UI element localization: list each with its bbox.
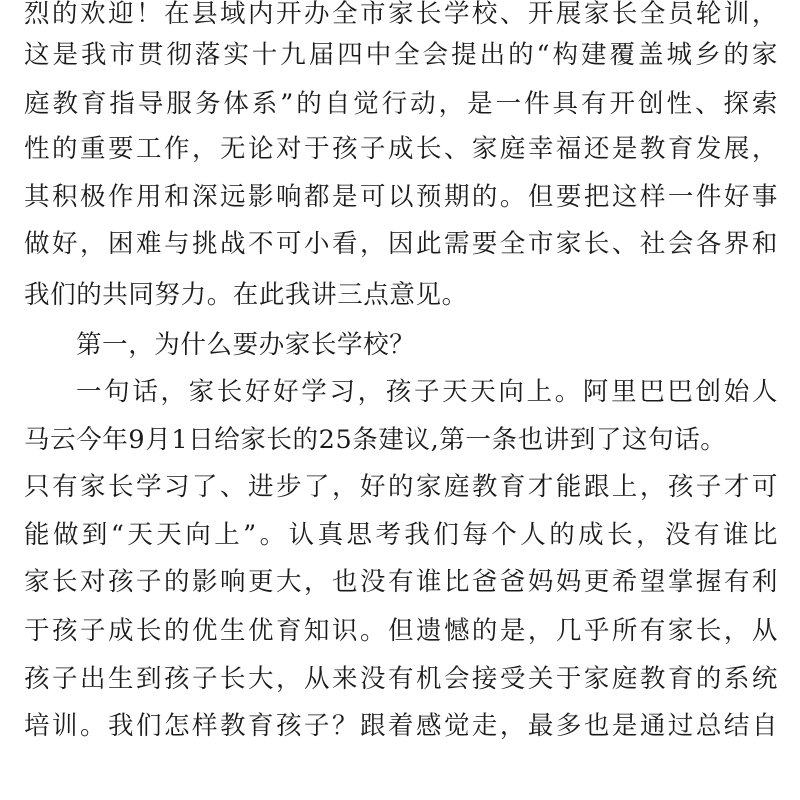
text-line: 培训。我们怎样教育孩子？跟着感觉走，最多也是通过总结自: [24, 711, 778, 741]
section-heading: 第一，为什么要办家长学校？: [76, 330, 416, 360]
text-line: 庭教育指导服务体系”的自觉行动，是一件具有开创性、探索: [24, 89, 778, 119]
text-line: 于孩子成长的优生优育知识。但遗憾的是，几乎所有家长，从: [24, 616, 778, 646]
text-line: 做好，困难与挑战不可小看，因此需要全市家长、社会各界和: [24, 229, 778, 259]
text-line: 我们的共同努力。在此我讲三点意见。: [24, 280, 468, 310]
text-line: 马云今年9月1日给家长的25条建议,第一条也讲到了这句话。: [24, 425, 727, 455]
text-line: 一句话，家长好好学习，孩子天天向上。阿里巴巴创始人: [76, 377, 778, 407]
text-line: 能做到“天天向上”。认真思考我们每个人的成长，没有谁比: [24, 520, 778, 550]
text-line: 孩子出生到孩子长大，从来没有机会接受关于家庭教育的系统: [24, 664, 778, 694]
text-line: 家长对孩子的影响更大，也没有谁比爸爸妈妈更希望掌握有利: [24, 567, 778, 597]
text-line: 其积极作用和深远影响都是可以预期的。但要把这样一件好事: [24, 182, 778, 212]
text-line: 只有家长学习了、进步了，好的家庭教育才能跟上，孩子才可: [24, 472, 778, 502]
text-line: 这是我市贯彻落实十九届四中全会提出的“构建覆盖城乡的家: [24, 40, 778, 70]
text-line: 性的重要工作，无论对于孩子成长、家庭幸福还是教育发展，: [24, 134, 778, 164]
text-line: 烈的欢迎！在县域内开办全市家长学校、开展家长全员轮训，: [24, 0, 778, 29]
